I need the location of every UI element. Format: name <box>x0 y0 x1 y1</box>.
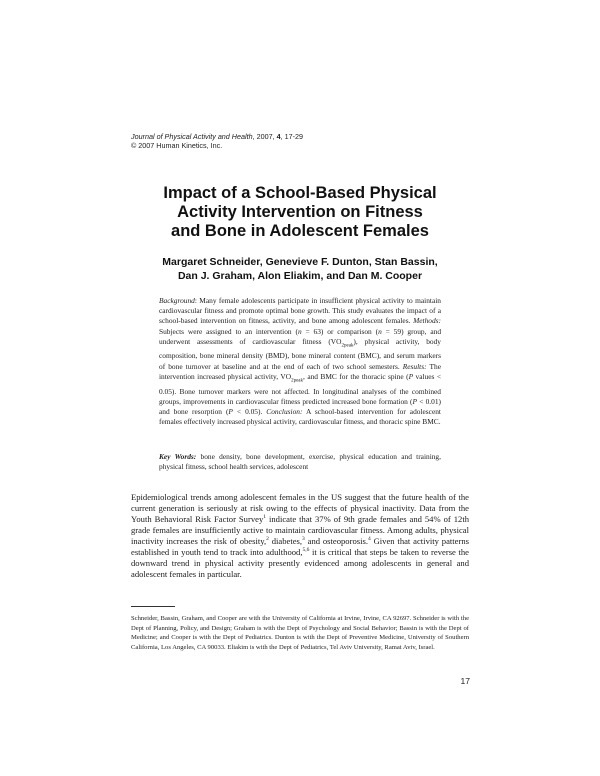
keywords-label: Key Words: <box>159 452 197 461</box>
vo2-subscript: 2peak <box>341 343 354 349</box>
abstract-text: values < 0.05). Bone turnover markers were not affected. In longitudinal analyses of the combined groups, improvements in cardiovascular fitness predicted increased bone formation ( <box>159 371 442 406</box>
author-line: Margaret Schneider, Genevieve F. Dunton, Stan Bassin, <box>162 256 438 268</box>
p-symbol: P <box>408 371 414 381</box>
title-line: and Bone in Adolescent Females <box>171 222 429 240</box>
citation-ref: 4 <box>368 536 371 543</box>
n-symbol: n <box>297 326 302 336</box>
vo2-subscript: 2peak <box>291 378 304 384</box>
abstract-results-label: Results: <box>402 361 427 371</box>
abstract-conclusion-label: Conclusion: <box>266 406 303 416</box>
body-text: Given that activity patterns established in youth tend to track into adulthood, <box>131 536 469 557</box>
citation-volume: 4 <box>276 132 281 141</box>
citation-year: , 2007, <box>252 132 277 141</box>
citation-pages: , 17-29 <box>280 132 303 141</box>
abstract-text: Subjects were assigned to an intervention ( <box>159 326 298 336</box>
abstract-background-label: Background <box>159 296 195 305</box>
citation-ref: 1 <box>263 514 266 521</box>
abstract-text: , and BMC for the thoracic spine ( <box>303 371 409 381</box>
footnote-divider <box>131 606 175 607</box>
abstract-text: < 0.05). <box>232 406 267 416</box>
keywords <box>159 452 441 472</box>
citation-line <box>131 132 303 141</box>
title-line: Activity Intervention on Fitness <box>177 203 423 221</box>
journal-header <box>131 132 303 150</box>
author-affiliations-footnote: Schneider, Bassin, Graham, and Cooper are with the University of California at Irvine, Irvine, CA 92697. Schneider is with the Dept of Planning, Policy, and Design; Graham is with the Dept of Psychology and Social Behavior; Bassin is with the Dept of Medicine; and Cooper is with the Dept of Pediatrics. Dunton is with the Dept of Preventive Medicine, University of Southern California, Los Angeles, CA 90033. Eliakim is with the Dept of Pediatrics, Tel Aviv University, Ramat Aviv, Israel. <box>131 615 469 651</box>
journal-name: Journal of Physical Activity and Health <box>131 132 253 141</box>
abstract-text: ), physical activity, body composition, bone mineral density (BMD), bone mineral content (BMC), and serum markers of bone turnover at baseline and at the end of each of two school semesters. <box>159 336 441 371</box>
abstract <box>159 296 441 427</box>
page-number: 17 <box>460 676 470 686</box>
n-symbol: n <box>378 326 382 336</box>
citation-ref: 2 <box>266 536 269 543</box>
keywords-text: bone density, bone development, exercise, physical education and training, physical fitness, school health services, adolescent <box>159 452 441 472</box>
body-paragraph <box>131 492 469 580</box>
citation-ref: 5,6 <box>302 547 310 554</box>
p-symbol: P <box>412 396 418 406</box>
author-line: Dan J. Graham, Alon Eliakim, and Dan M. Cooper <box>177 269 423 282</box>
body-text: indicate that 37% of 9th grade females and 54% of 12th grade females are insufficiently active to maintain cardiovascular fitness. Among adults, physical inactivity increases the risk of obesity, <box>131 514 469 546</box>
abstract-conclusion-text: A school-based intervention for adolescent females effectively increased physical activity, cardiovascular fitness, and thoracic spine BMC. <box>159 406 441 427</box>
citation-ref: 3 <box>302 536 305 543</box>
body-text: Epidemiological trends among adolescent females in the US suggest that the future health of the current generation is seriously at risk owing to the effects of physical inactivity. Data from the Youth Behavioral Risk Factor Survey <box>131 492 469 524</box>
abstract-text: = 59) group, and underwent assessments of cardiovascular fitness (VO <box>159 326 442 346</box>
p-symbol: P <box>228 406 233 416</box>
body-text: it is critical that steps be taken to reverse the downward trend in physical activity presently evidenced among adolescents in general and adolescent females in particular. <box>131 547 469 579</box>
abstract-background-text: : Many female adolescents participate in insufficient physical activity to maintain cardiovascular fitness and promote optimal bone growth. This study evaluates the impact of a school-based intervention on fitness, activity, and bone among adolescent females. <box>159 296 441 326</box>
body-text: and osteoporosis. <box>304 536 368 546</box>
abstract-text: < 0.01) and bone resorption ( <box>159 396 441 416</box>
body-text: diabetes, <box>268 536 303 546</box>
abstract-methods-label: Methods: <box>413 316 441 326</box>
author-list <box>131 256 469 283</box>
copyright-line: © 2007 Human Kinetics, Inc. <box>131 141 223 150</box>
abstract-text: The intervention increased physical activity, VO <box>159 361 441 381</box>
abstract-text: = 63) or comparison ( <box>301 326 379 336</box>
paper-title <box>131 184 469 241</box>
title-line: Impact of a School-Based Physical <box>163 184 437 202</box>
